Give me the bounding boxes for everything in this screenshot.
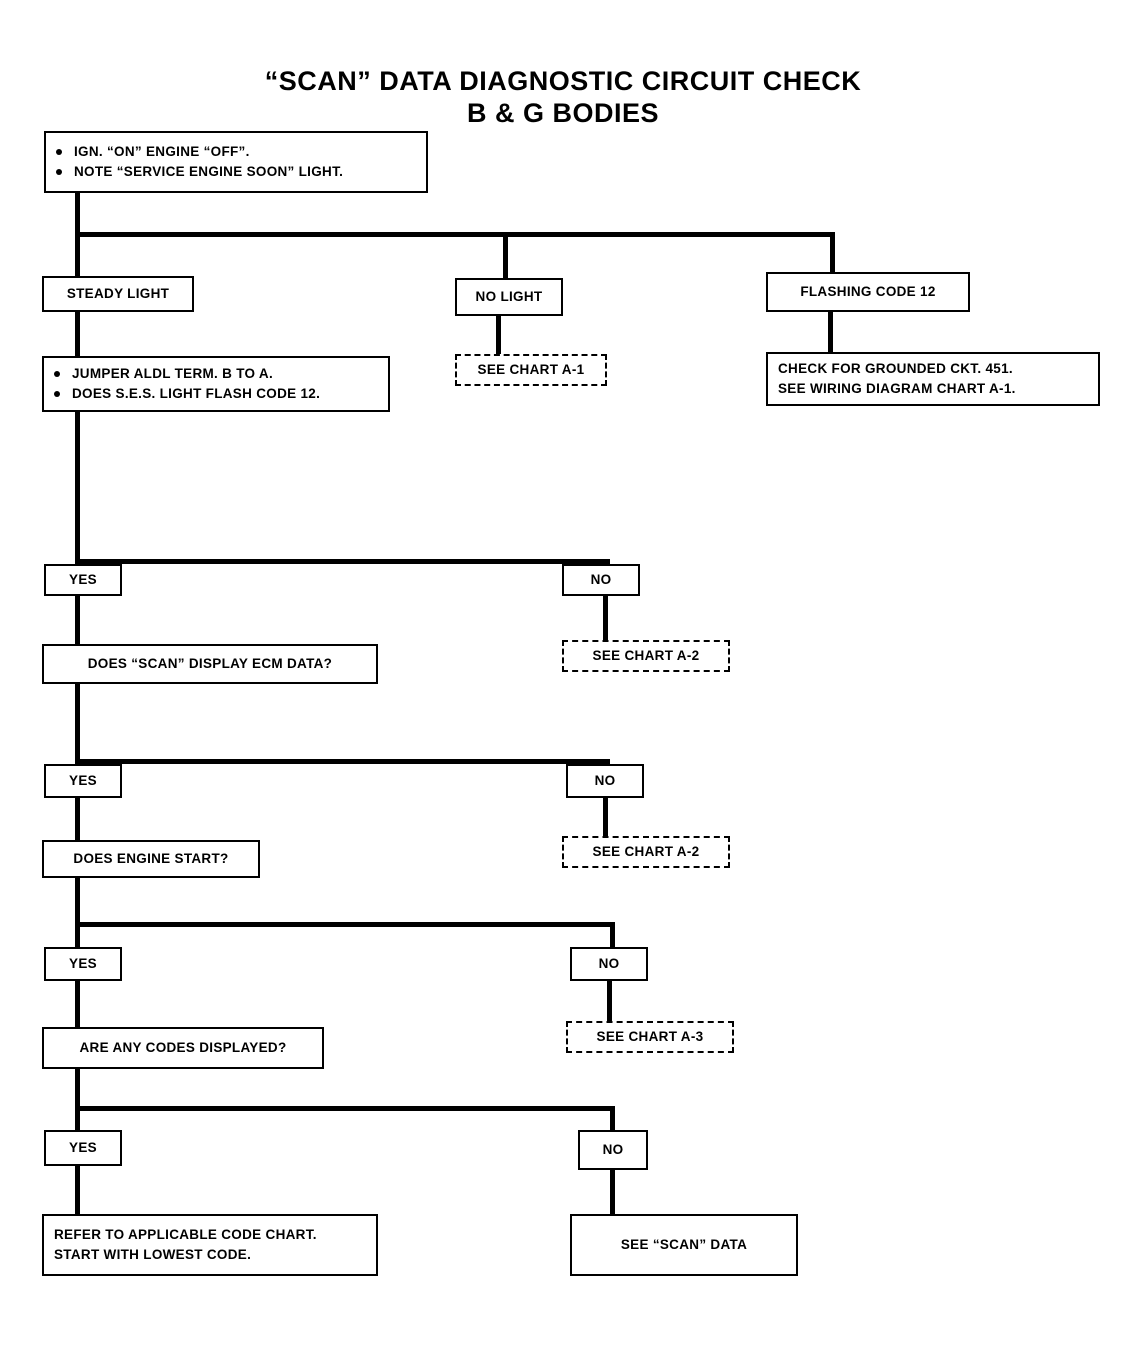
connector-branch3-to-no [610,922,615,947]
node-yes-1-label: YES [69,571,97,587]
node-q-scan-display [42,644,378,684]
node-yes-2-label: YES [69,772,97,788]
node-no-4-label: NO [602,1141,624,1157]
connector-branch4-bus [75,1106,615,1111]
node-q-scan-display-label: DOES “SCAN” DISPLAY ECM DATA? [87,655,333,671]
node-flashing-code-12-label: FLASHING CODE 12 [800,283,936,299]
connector-codes-down [75,1069,80,1131]
node-check-grounded [766,352,1100,406]
node-flashing-code-12 [766,272,970,312]
page-title-line2: B & G BODIES [466,98,660,128]
connector-flashing-down [828,312,833,352]
connector-bus-to-nolight [503,232,508,278]
node-see-chart-a2-1 [562,640,730,672]
node-see-scan-data-label: SEE “SCAN” DATA [620,1236,748,1252]
node-no-2-label: NO [594,772,616,788]
bullet-icon [56,149,62,155]
bullet-icon [54,371,60,377]
connector-yes2-down [75,798,80,840]
connector-yes4-down [75,1166,80,1214]
node-yes-2 [44,764,122,798]
connector-no3-down [607,981,612,1021]
node-q-engine-start-label: DOES ENGINE START? [73,850,229,866]
node-refer-code-chart-line1: REFER TO APPLICABLE CODE CHART. [54,1226,317,1242]
connector-scan-down [75,684,80,764]
connector-no1-down [603,596,608,640]
bullet-icon [54,391,60,397]
connector-nolight-down [496,316,501,354]
connector-jumper-down [75,412,80,564]
node-check-grounded-line1: CHECK FOR GROUNDED CKT. 451. [778,360,1013,376]
start-bullet-2: NOTE “SERVICE ENGINE SOON” LIGHT. [56,162,416,182]
node-q-engine-start [42,840,260,878]
node-no-light [455,278,563,316]
jumper-bullet-1: JUMPER ALDL TERM. B TO A. [54,364,378,384]
node-steady-light [42,276,194,312]
node-q-codes-displayed [42,1027,324,1069]
node-q-codes-displayed-label: ARE ANY CODES DISPLAYED? [79,1039,287,1055]
node-yes-3 [44,947,122,981]
node-no-3 [570,947,648,981]
node-see-chart-a2-2-label: SEE CHART A-2 [592,843,700,859]
connector-engine-down [75,878,80,948]
node-refer-code-chart-line2: START WITH LOWEST CODE. [54,1247,252,1262]
connector-branch4-to-no [610,1106,615,1130]
connector-branch1-bus [75,559,610,564]
node-no-2 [566,764,644,798]
node-yes-1 [44,564,122,596]
node-no-1-label: NO [590,571,612,587]
connector-bus-to-steady [75,232,80,276]
connector-yes1-down [75,596,80,644]
connector-branch3-bus [75,922,615,927]
node-refer-code-chart [42,1214,378,1276]
node-yes-4-label: YES [69,1139,97,1155]
node-steady-light-label: STEADY LIGHT [66,285,170,301]
node-jumper [42,356,390,412]
connector-steady-down [75,312,80,356]
node-no-3-label: NO [598,955,620,971]
connector-no2-down [603,798,608,836]
page-title-line1: “SCAN” DATA DIAGNOSTIC CIRCUIT CHECK [264,66,862,96]
node-no-1 [562,564,640,596]
connector-branch2-bus [75,759,610,764]
connector-no4-down [610,1170,615,1214]
connector-start-down [75,193,80,235]
node-yes-3-label: YES [69,955,97,971]
node-check-grounded-line2: SEE WIRING DIAGRAM CHART A-1. [778,381,1016,396]
connector-bus-to-flashing [830,232,835,272]
connector-yes3-down [75,981,80,1027]
jumper-bullet-2: DOES S.E.S. LIGHT FLASH CODE 12. [54,384,378,404]
node-see-chart-a3 [566,1021,734,1053]
node-see-chart-a3-label: SEE CHART A-3 [596,1028,704,1044]
node-start [44,131,428,193]
node-see-chart-a2-1-label: SEE CHART A-2 [592,647,700,663]
node-no-4 [578,1130,648,1170]
node-see-chart-a1 [455,354,607,386]
start-bullet-1: IGN. “ON” ENGINE “OFF”. [56,142,416,162]
connector-bus-top [75,232,835,237]
node-see-scan-data [570,1214,798,1276]
node-see-chart-a1-label: SEE CHART A-1 [477,361,585,377]
bullet-icon [56,169,62,175]
node-see-chart-a2-2 [562,836,730,868]
node-no-light-label: NO LIGHT [475,288,543,304]
node-yes-4 [44,1130,122,1166]
